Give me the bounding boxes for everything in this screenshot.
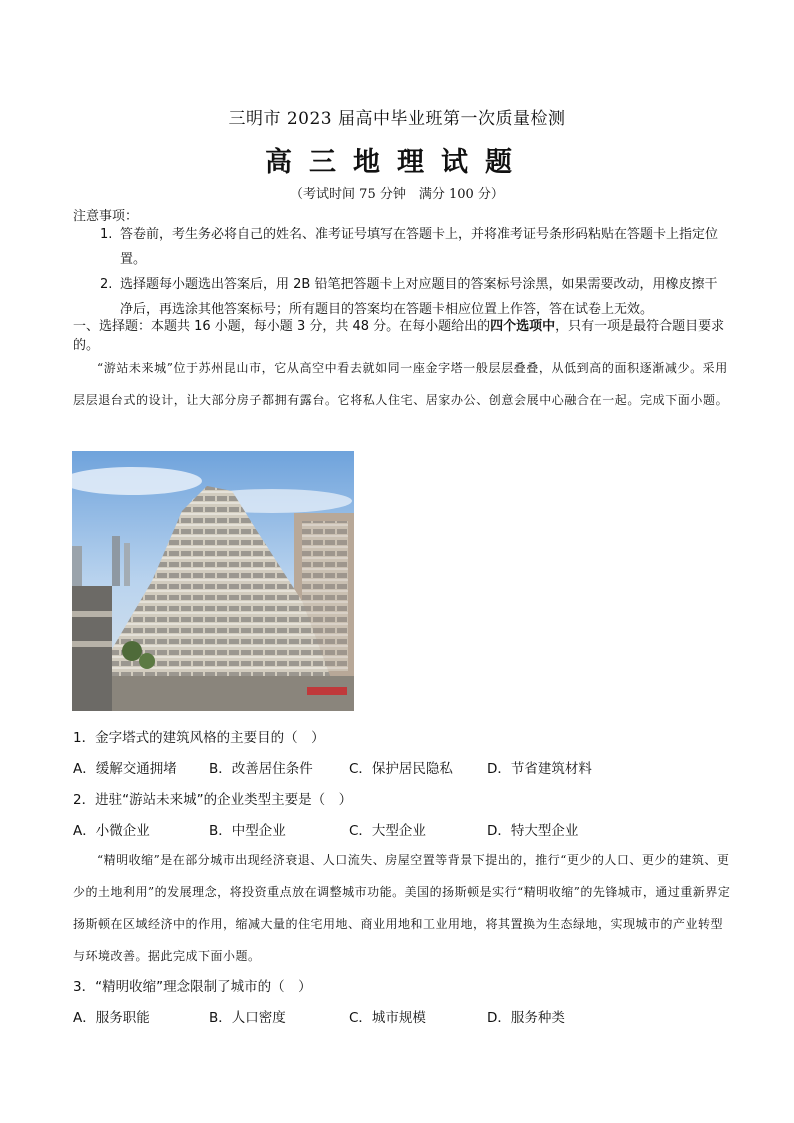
section-emphasis: 四个选项中 [490, 319, 556, 334]
option-a: A．缓解交通拥堵 [73, 761, 177, 777]
note-number: 2. [100, 277, 113, 292]
question-stem: 2．进驻“游站未来城”的企业类型主要是（ ） [73, 792, 353, 808]
option-b: B．人口密度 [209, 1010, 286, 1026]
option-c: C．大型企业 [349, 823, 426, 839]
note-item [100, 222, 730, 272]
option-a: A．服务职能 [73, 1010, 150, 1026]
question-stem: 3．“精明收缩”理念限制了城市的（ ） [73, 979, 312, 995]
question-options [73, 1006, 753, 1026]
exam-subtitle: 三明市 2023 届高中毕业班第一次质量检测 [228, 109, 566, 129]
page-title: 高三地理试题 [265, 147, 529, 178]
notes-label: 注意事项： [73, 209, 139, 224]
option-b: B．中型企业 [209, 823, 286, 839]
exam-info: （考试时间 75 分钟 满分 100 分） [290, 187, 504, 202]
option-d: D．服务种类 [487, 1010, 565, 1026]
option-c: C．城市规模 [349, 1010, 426, 1026]
question-options [73, 819, 753, 839]
reading-passage: “精明收缩”是在部分城市出现经济衰退、人口流失、房屋空置等背景下提出的，推行“更少的人口、更少的建筑、更少的土地利用”的发展理念，将投资重点放在调整城市功能。美国的扬斯顿是实行“精明收缩”的先锋城市，通过重新界定扬斯顿在区域经济中的作用，缩减大量的住宅用地、商业用地和工业用地，将其置换为生态绿地，实现城市的产业转型与环境改善。据此完成下面小题。 [73, 853, 731, 963]
option-d: D．节省建筑材料 [487, 761, 592, 777]
question-options [73, 757, 753, 777]
note-text: 选择题每小题选出答案后，用 2B 铅笔把答题卡上对应题目的答案标号涂黑，如果需要改动，用橡皮擦干净后，再选涂其他答案标号；所有题目的答案均在答题卡相应位置上作答，答在试卷上无效。 [120, 277, 718, 317]
note-number: 1. [100, 227, 113, 242]
question-stem: 1．金字塔式的建筑风格的主要目的（ ） [73, 730, 325, 746]
pyramid-building-image [72, 451, 354, 711]
note-item [100, 272, 730, 322]
building-photo [72, 451, 354, 711]
note-text: 答卷前，考生务必将自己的姓名、准考证号填写在答题卡上，并将准考证号条形码粘贴在答题卡上指定位置。 [120, 227, 719, 267]
option-c: C．保护居民隐私 [349, 761, 453, 777]
option-a: A．小微企业 [73, 823, 150, 839]
option-b: B．改善居住条件 [209, 761, 313, 777]
option-d: D．特大型企业 [487, 823, 579, 839]
reading-passage: “游站未来城”位于苏州昆山市，它从高空中看去就如同一座金字塔一般层层叠叠，从低到高的面积逐渐减少。采用层层退台式的设计，让大部分房子都拥有露台。它将私人住宅、居家办公、创意会展中心融合在一起。完成下面小题。 [73, 361, 729, 407]
section-prefix: 一、选择题：本题共 16 小题，每小题 3 分，共 48 分。在每小题给出的 [73, 319, 491, 334]
section-suffix: ，只有一项是最符合题目要求的。 [73, 319, 725, 353]
section-heading [73, 317, 733, 355]
